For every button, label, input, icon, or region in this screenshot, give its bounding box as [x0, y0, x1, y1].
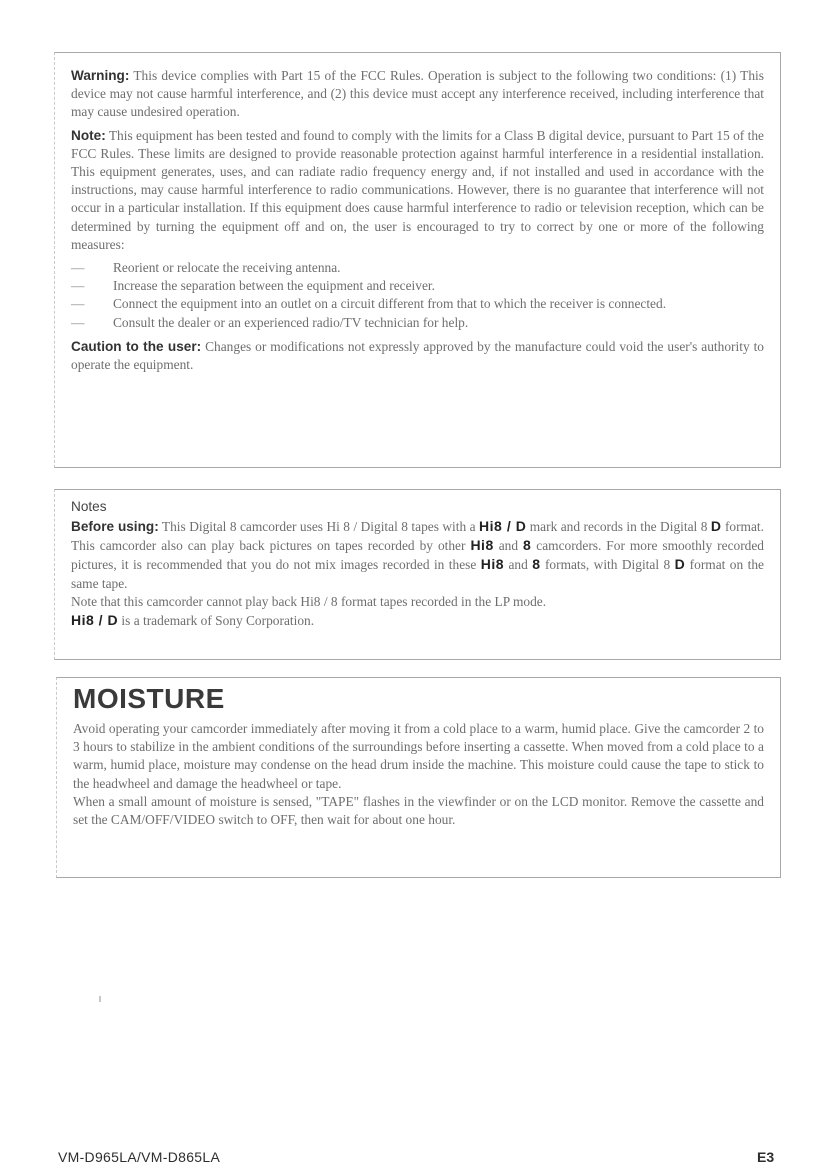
- hi8-logo: Hi8: [470, 537, 494, 554]
- dash-bullet: —: [71, 260, 85, 276]
- notes-text: This Digital 8 camcorder uses Hi 8 / Digital 8 tapes with a: [158, 519, 480, 534]
- measures-list: [71, 259, 764, 332]
- digital8-logo: D: [674, 556, 686, 573]
- fcc-notice-box: [54, 52, 781, 468]
- measure-item: [71, 295, 764, 313]
- notes-text: mark and records in the Digital 8: [526, 519, 711, 534]
- measure-text: Connect the equipment into an outlet on a circuit different from that to which the receiver is connected.: [113, 296, 667, 312]
- caution-label: Caution to the user:: [71, 338, 202, 354]
- moisture-box: [56, 677, 781, 878]
- measure-item: [71, 259, 764, 277]
- moisture-title: MOISTURE: [73, 683, 225, 714]
- warning-label: Warning:: [71, 68, 130, 83]
- measure-item: [71, 277, 764, 295]
- measure-text: Reorient or relocate the receiving antenna.: [113, 260, 341, 276]
- notes-text: and: [493, 538, 524, 554]
- measure-text: Consult the dealer or an experienced radio/TV technician for help.: [113, 314, 469, 330]
- notes-text: format on the same tape.: [71, 557, 764, 591]
- hi8-digital8-logo: Hi8 / D: [71, 612, 119, 629]
- dash-bullet: —: [71, 296, 85, 312]
- moisture-paragraph-1: Avoid operating your camcorder immediately after moving it from a cold place to a warm, humid place. Give the camcorder 2 to 3 hours to stabilize in the ambient conditions of the surroundings before inserting a cassette. When moved from a cold place to a warm, humid place, moisture may condense on the head drum inside the machine. This moisture could cause the tape to stick to the headwheel and damage the headwheel or tape.: [73, 721, 764, 791]
- notes-text: and: [504, 557, 533, 573]
- measure-text: Increase the separation between the equipment and receiver.: [113, 278, 435, 294]
- warning-text: This device complies with Part 15 of the FCC Rules. Operation is subject to the following two conditions: (1) This device may not cause harmful interference, and (2) this device must accept any interference received, including interference that may cause undesired operation.: [71, 68, 764, 120]
- notes-box: [54, 489, 781, 660]
- notes-text: camcorders. For more smoothly recorded pictures, it is recommended that you do not mix images recorded in these: [71, 538, 765, 573]
- trademark-text: is a trademark of Sony Corporation.: [118, 613, 315, 629]
- digital8-logo: D: [710, 518, 722, 534]
- trademark-paragraph: [71, 611, 764, 630]
- video8-logo: 8: [532, 556, 541, 573]
- notes-heading: Notes: [71, 499, 107, 514]
- footer-model-number: VM-D965LA/VM-D865LA: [58, 1149, 221, 1165]
- dash-bullet: —: [71, 278, 85, 294]
- video8-logo: 8: [523, 537, 532, 554]
- hi8-logo: Hi8: [480, 556, 505, 573]
- footer-page-number: E3: [757, 1149, 775, 1165]
- scan-speck: [99, 996, 101, 1002]
- note-paragraph: [71, 127, 764, 254]
- lp-mode-note: Note that this camcorder cannot play back Hi8 / 8 format tapes recorded in the LP mode.: [71, 593, 547, 609]
- dash-bullet: —: [71, 314, 85, 330]
- measure-item: [71, 314, 764, 332]
- note-label: Note:: [71, 127, 106, 143]
- before-using-label: Before using:: [71, 519, 159, 534]
- caution-paragraph: [71, 338, 764, 374]
- hi8-digital8-logo: Hi8 / D: [479, 518, 527, 534]
- warning-paragraph: [71, 67, 764, 122]
- caution-text: Changes or modifications not expressly approved by the manufacture could void the user's authority to operate the equipment.: [71, 338, 764, 373]
- note-text: This equipment has been tested and found to comply with the limits for a Class B digital device, pursuant to Part 15 of the FCC Rules. These limits are designed to provide reasonable protection against harmful interference in a residential installation. This equipment generates, uses, and can radiate radio frequency energy and, if not installed and used in accordance with the instructions, may cause harmful interference to radio communications. However, there is no guarantee that interference will not occur in a particular installation. If this equipment does cause harmful interference to radio or television reception, which can be determined by turning the equipment off and on, the user is encouraged to try to correct by one or more of the following measures:: [71, 127, 764, 252]
- before-using-paragraph: [71, 517, 764, 593]
- notes-text: format. This camcorder also can play back pictures on tapes recorded by other: [71, 519, 764, 554]
- moisture-paragraph-2: When a small amount of moisture is sensed, "TAPE" flashes in the viewfinder or on the LCD monitor. Remove the cassette and set the CAM/OFF/VIDEO switch to OFF, then wait for about one hour.: [73, 793, 764, 828]
- notes-text: formats, with Digital 8: [540, 557, 675, 573]
